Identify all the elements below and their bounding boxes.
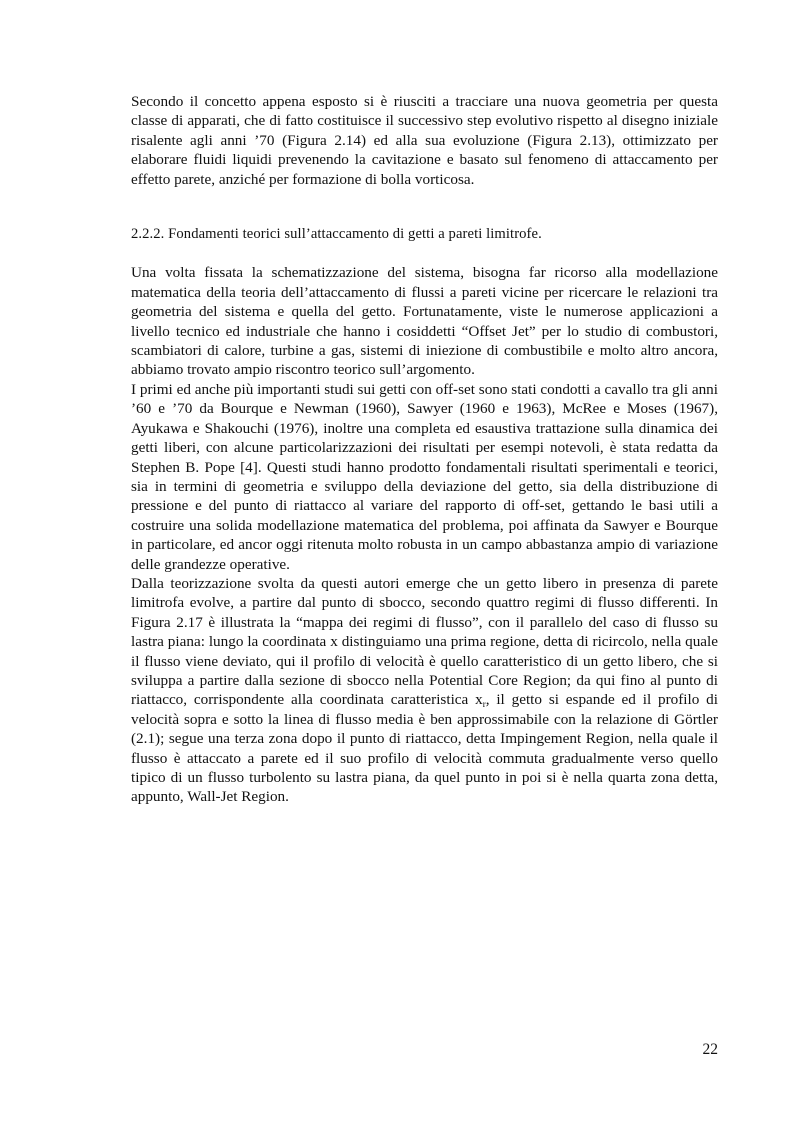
- spacer: [131, 244, 718, 263]
- text-run: , il getto si espande ed il profilo di velocità sopra e sotto la linea di flusso media è ben approssimabile con la relazione di Görtler (2.1); segue una terza zona dopo il punto di riattacco, detta Impingement Region, nella quale il flusso è attaccato a parete ed il suo profilo di velocità commuta gradualmente verso quello tipico di un flusso turbolento su lastra piana, da quel punto in poi si è nella quarta zona detta, appunto, Wall-Jet Region.: [131, 691, 718, 806]
- paragraph-studies: I primi ed anche più importanti studi sui getti con off-set sono stati condotti a cavallo tra gli anni ’60 e ’70 da Bourque e Newman (1960), Sawyer (1960 e 1963), McRee e Moses (1967), Ayukawa e Shakouchi (1976), inoltre una completa ed esaustiva trattazione sulla dinamica dei getti liberi, con alcune particolarizzazioni dei risultati per esempi notevoli, è stata redatta da Stephen B. Pope [4]. Questi studi hanno prodotto fondamentali risultati sperimentali e teorici, sia in termini di geometria e sviluppo della deviazione del getto, sia della distribuzione di pressione e del punto di riattacco al variare del rapporto di off-set, gettando le basi utili a costruire una solida modellazione matematica del problema, poi affinata da Sawyer e Bourque in particolare, ed ancor oggi ritenuta molto robusta in un campo abbastanza ampio di variazione delle grandezze operative.: [131, 380, 718, 573]
- page-content: [131, 92, 718, 807]
- section-heading: 2.2.2. Fondamenti teorici sull’attaccamento di getti a pareti limitrofe.: [131, 226, 542, 243]
- paragraph-offset-jet: Una volta fissata la schematizzazione del sistema, bisogna far ricorso alla modellazione matematica della teoria dell’attaccamento di flussi a pareti vicine per ricercare le relazioni tra geometria del sistema e quella del getto. Fortunatamente, viste le numerose applicazioni a livello tecnico ed industriale che hanno i cosiddetti “Offset Jet” per lo studio di combustori, scambiatori di calore, turbine a gas, sistemi di iniezione di combustibile e molto altro ancora, abbiamo trovato ampio riscontro teorico sull’argomento.: [131, 264, 718, 379]
- text-run: Dalla teorizzazione svolta da questi autori emerge che un getto libero in presenza di parete limitrofa evolve, a partire dal punto di sbocco, secondo quattro regimi di flusso differenti. In Figura 2.17 è illustrata la “mappa dei regimi di flusso”, con il parallelo del caso di flusso su lastra piana: lungo la coordinata x distinguiamo una prima regione, detta di ricircolo, nella quale il flusso viene deviato, qui il profilo di velocità è quello caratteristico di un getto libero, che si sviluppa a partire dalla sezione di sbocco nella Potential Core Region; da qui fino al punto di riattacco, corrispondente alla coordinata caratteristica x: [131, 574, 718, 709]
- paragraph-flow-regimes: [131, 574, 718, 807]
- subscript: r: [482, 699, 486, 710]
- intro-paragraph: Secondo il concetto appena esposto si è riusciti a tracciare una nuova geometria per questa classe di apparati, che di fatto costituisce il successivo step evolutivo rispetto al disegno iniziale risalente agli anni ’70 (Figura 2.14) ed alla sua evoluzione (Figura 2.13), ottimizzato per elaborare fluidi liquidi prevenendo la cavitazione e basato sul fenomeno di attaccamento per effetto parete, anziché per formazione di bolla vorticosa.: [131, 93, 718, 188]
- spacer: [131, 189, 718, 225]
- page-number: 22: [702, 1041, 718, 1058]
